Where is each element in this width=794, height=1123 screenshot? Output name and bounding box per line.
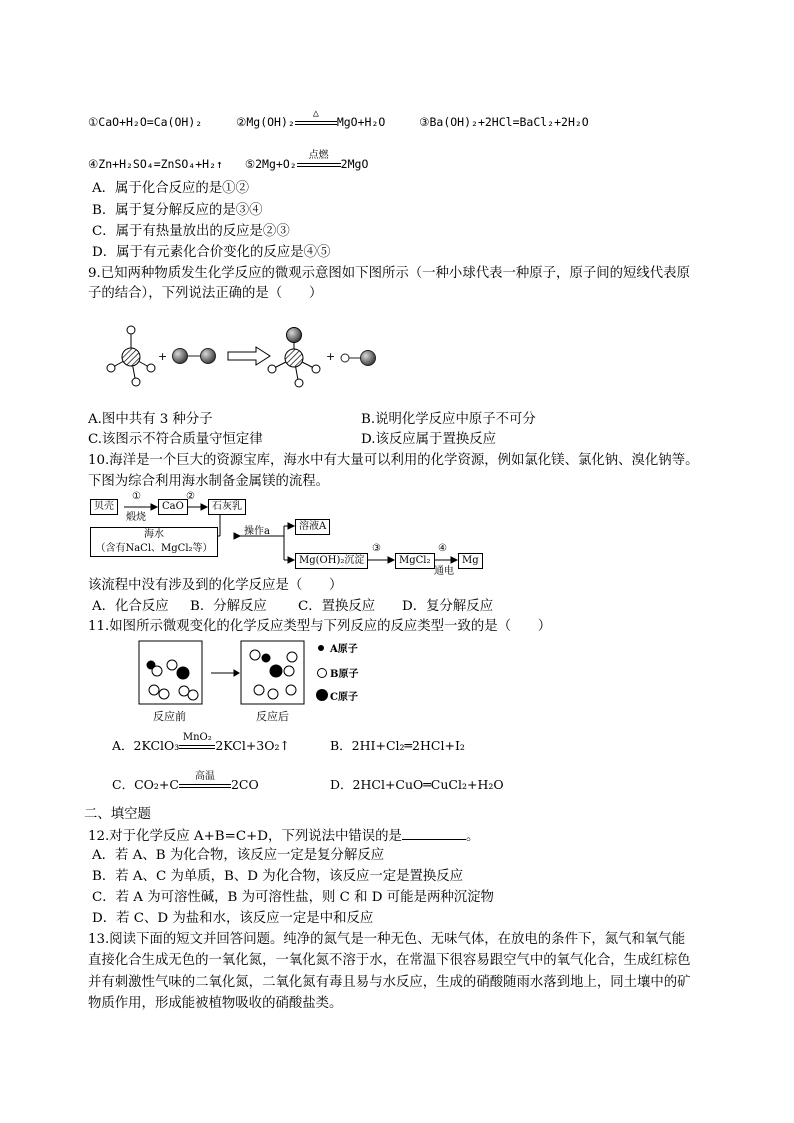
flow-seawater-note: （含有NaCl、MgCl₂等）: [95, 543, 213, 554]
q8-eq3: ③Ba(OH)₂+2HCl=BaCl₂+2H₂O: [419, 115, 589, 129]
q8-eq2-condition: △: [295, 121, 337, 131]
reactant-molecule-1: [107, 326, 155, 386]
arrow: [211, 670, 239, 676]
q9-molecule-diagram: [100, 312, 390, 394]
q8-option-a: A．属于化合反应的是①②: [92, 181, 249, 196]
q12-stem: 12.对于化学反应 A+B=C+D，下列说法中错误的是 。: [88, 829, 480, 844]
reactant-molecule-2: [173, 349, 216, 364]
flow-mg: Mg: [458, 553, 483, 569]
q10-option-d: D．复分解反应: [402, 599, 494, 614]
flow-cao: CaO: [158, 499, 188, 515]
plus-sign-2: +: [326, 350, 336, 363]
q13-line-4: 物质作用，形成能被植物吸收的硝酸盐类。: [88, 996, 343, 1011]
flow-limewater: 石灰乳: [208, 499, 246, 515]
q8-equation-row-2: [88, 150, 369, 173]
q8-option-c: C．属于有热量放出的反应是②③: [92, 224, 290, 239]
legend-dots: [317, 646, 328, 701]
flow-calcine: 煅烧: [126, 512, 146, 523]
section-title: 二、填空题: [84, 807, 151, 822]
product-molecule-1: [268, 328, 320, 388]
q8-option-d: D．属于有元素化合价变化的反应是④⑤: [92, 245, 331, 260]
q8-eq5-right: 2MgO: [340, 157, 369, 171]
q10-question: 该流程中没有涉及到的化学反应是（ ）: [88, 578, 343, 593]
flow-step-2: ②: [186, 491, 195, 502]
flow-solution: 溶液A: [295, 519, 330, 535]
q8-eq2-left: ②Mg(OH)₂: [236, 115, 295, 129]
flow-step-3: ③: [372, 543, 381, 554]
q9-option-d: D.该反应属于置换反应: [361, 432, 497, 447]
q8-equation-row-1: [88, 108, 589, 131]
q8-eq2-right: MgO+H₂O: [336, 115, 386, 129]
q11-after-label: 反应后: [256, 710, 289, 723]
q9-option-a: A.图中共有 3 种分子: [88, 412, 213, 427]
flow-shell: 贝壳: [90, 499, 118, 515]
flow-precipitate: Mg(OH)₂沉淀: [295, 553, 368, 569]
q10-option-c: C．置换反应: [298, 599, 376, 614]
before-box: [139, 641, 202, 704]
flow-seawater-box: [90, 527, 218, 557]
q8-eq5-left: ⑤2Mg+O₂: [244, 157, 297, 171]
q13-line-2: 直接化合生成无色的一氧化氮，一氧化氮不溶于水，在常温下很容易跟空气中的氧气化合，生成红棕色: [88, 953, 691, 968]
product-molecule-2: [341, 351, 376, 366]
q12-option-d: D．若 C、D 为盐和水，该反应一定是中和反应: [92, 911, 374, 926]
q8-eq4: ④Zn+H₂SO₄=ZnSO₄+H₂↑: [88, 157, 223, 171]
q11-before-label: 反应前: [153, 710, 186, 723]
flow-operation: 操作a: [244, 526, 270, 537]
flow-electrify: 通电: [434, 566, 454, 577]
q10-stem-line-2: 下图为综合利用海水制备金属镁的流程。: [88, 474, 330, 489]
q9-stem-line-1: 9.已知两种物质发生化学反应的微观示意图如下图所示（一种小球代表一种原子，原子间的短线代表原: [88, 266, 690, 281]
q8-eq5-condition: 点燃: [297, 163, 341, 173]
q11-stem: 11.如图所示微观变化的化学反应类型与下列反应的反应类型一致的是（ ）: [88, 619, 552, 634]
q9-stem-line-2: 子的结合），下列说法正确的是（ ）: [88, 286, 323, 301]
q12-option-c: C．若 A 为可溶性碱，B 为可溶性盐，则 C 和 D 可能是两种沉淀物: [92, 890, 494, 905]
flow-step-4: ④: [438, 543, 447, 554]
q11-option-a: A．2KClO₃ MnO₂ 2KCl+3O₂↑: [112, 732, 290, 753]
flow-step-1: ①: [132, 491, 141, 502]
q11-option-d: D．2HCl+CuO═CuCl₂+H₂O: [330, 777, 504, 792]
q9-option-c: C.该图示不符合质量守恒定律: [88, 432, 263, 447]
q11-option-b: B．2HI+Cl₂═2HCl+I₂: [330, 738, 465, 753]
q9-option-b: B.说明化学反应中原子不可分: [361, 412, 536, 427]
q10-flowchart: [88, 491, 488, 577]
q12-option-a: A．若 A、B 为化合物，该反应一定是复分解反应: [92, 848, 385, 863]
legend-a: A原子: [330, 644, 358, 655]
q10-option-a: A．化合反应: [92, 599, 169, 614]
q12-answer-blank[interactable]: [402, 827, 466, 840]
flow-seawater: 海水: [144, 529, 164, 540]
flow-mgcl2: MgCl₂: [395, 553, 435, 569]
q8-option-b: B．属于复分解反应的是③④: [92, 203, 263, 218]
plus-sign-1: +: [158, 350, 168, 363]
reaction-arrow: [228, 347, 270, 365]
q13-line-3: 并有刺激性气味的二氧化氮，二氧化氮有毒且易与水反应，生成的硝酸随雨水落到地上，同土壤中的矿: [88, 975, 691, 990]
legend-b: B原子: [330, 669, 359, 680]
q8-eq1: ①CaO+H₂O=Ca(OH)₂: [88, 115, 203, 129]
after-box: [241, 641, 304, 704]
legend-c: C原子: [330, 692, 358, 703]
q12-option-b: B．若 A、C 为单质，B、D 为化合物，该反应一定是置换反应: [92, 869, 464, 884]
q13-line-1: 13.阅读下面的短文并回答问题。纯净的氮气是一种无色、无味气体，在放电的条件下，氮气和氧气能: [88, 932, 686, 947]
q10-stem-line-1: 10.海洋是一个巨大的资源宝库，海水中有大量可以利用的化学资源，例如氯化镁、氯化钠、溴化钠等。: [88, 453, 699, 468]
q10-option-b: B．分解反应: [190, 599, 267, 614]
q11-option-c: C．CO₂+C 高温 2CO: [112, 771, 259, 792]
